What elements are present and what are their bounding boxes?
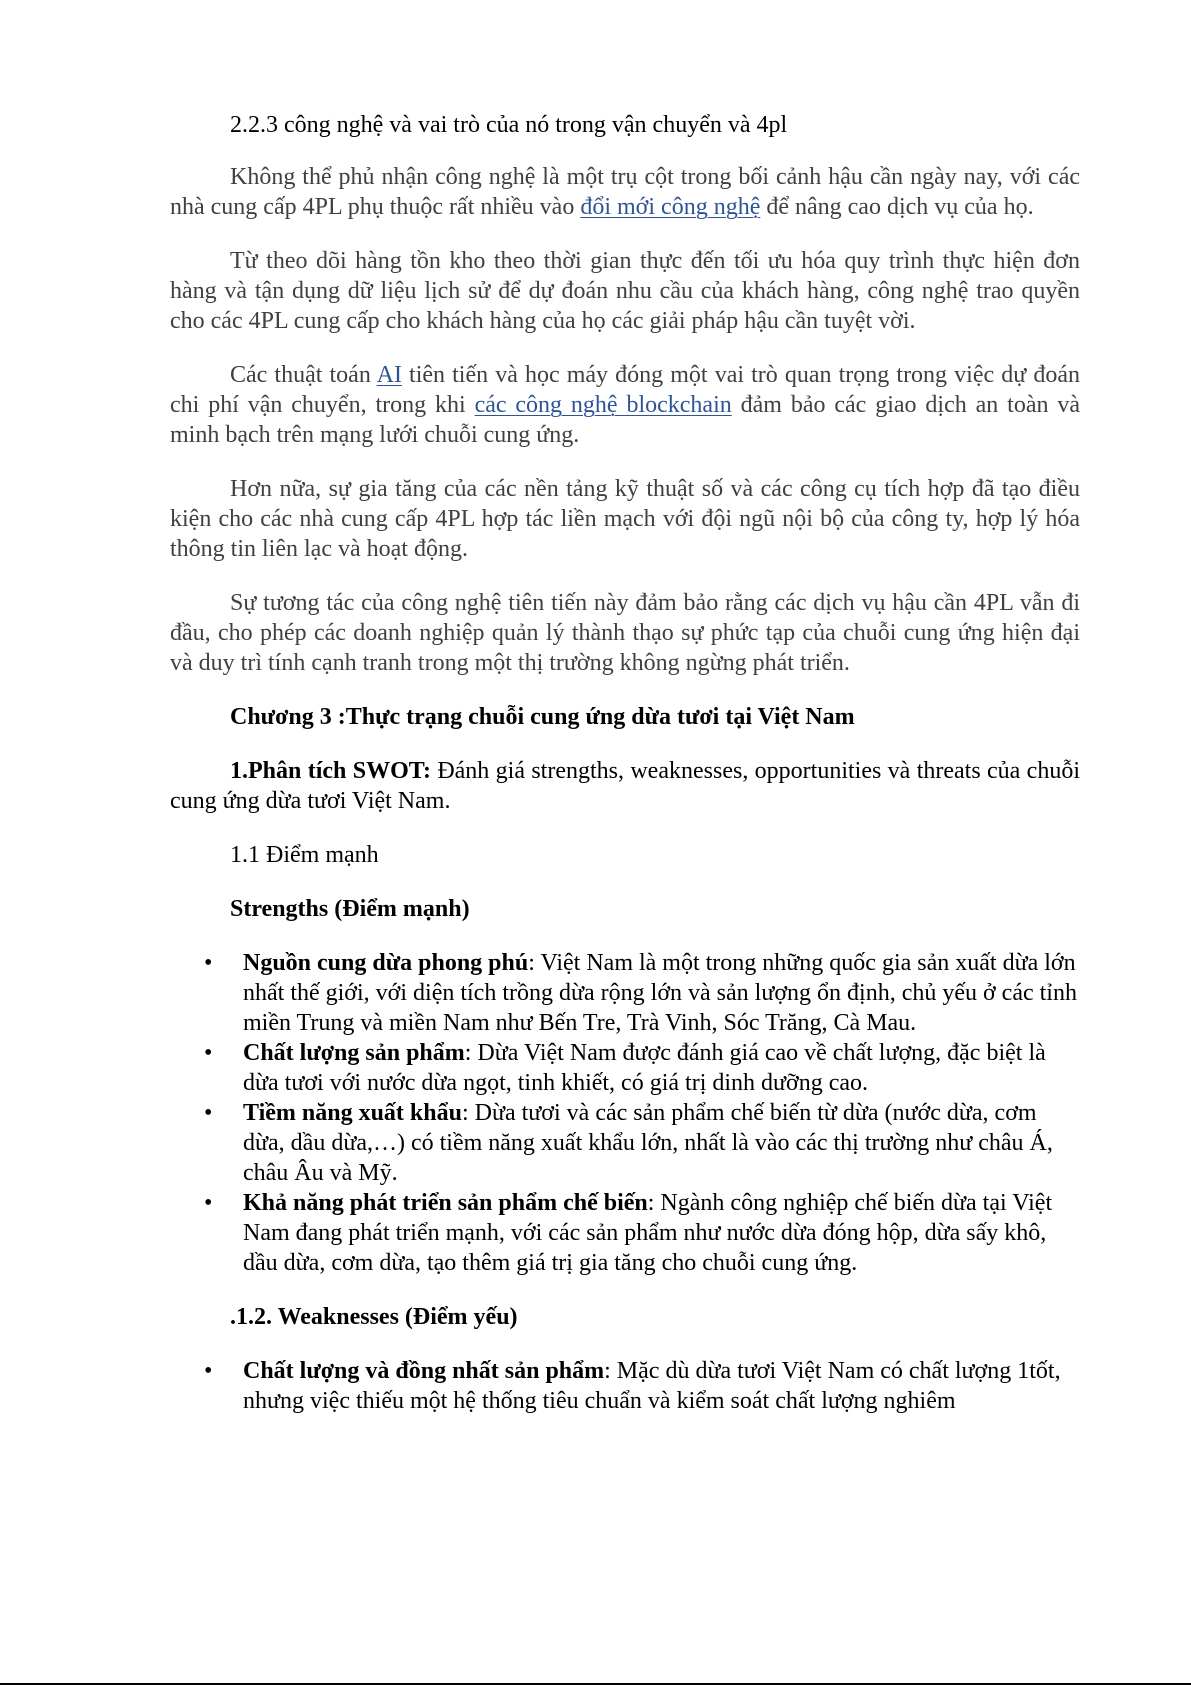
bullet-icon: •	[204, 1040, 213, 1066]
paragraph-technology-pillar	[170, 162, 1080, 222]
list-item-term: Khả năng phát triển sản phẩm chế biến	[243, 1190, 648, 1216]
section-heading-2-2-3: 2.2.3 công nghệ và vai trò của nó trong vận chuyển và 4pl	[230, 112, 788, 138]
list-item	[170, 1356, 1080, 1416]
document-page	[170, 110, 1080, 1440]
list-item-term: Chất lượng sản phẩm	[243, 1040, 465, 1066]
list-item	[170, 1038, 1080, 1098]
list-item-text: : Dừa tươi và các sản phẩm chế biến từ dừa (nước dừa, cơm dừa, dầu dừa,…) có tiềm năng xuất khẩu lớn, nhất là vào các thị trường như châu Á, châu Âu và Mỹ.	[243, 1100, 1053, 1186]
swot-text: Đánh giá strengths, weaknesses, opportunities và threats của chuỗi cung ứng dừa tươi Việt Nam.	[170, 758, 1080, 814]
strengths-heading: Strengths (Điểm mạnh)	[230, 896, 470, 922]
chapter-3-title: Chương 3 :Thực trạng chuỗi cung ứng dừa tươi tại Việt Nam	[230, 704, 855, 730]
paragraph-digital-platforms: Hơn nữa, sự gia tăng của các nền tảng kỹ thuật số và các công cụ tích hợp đã tạo điều kiện cho các nhà cung cấp 4PL hợp tác liền mạch với đội ngũ nội bộ của công ty, hợp lý hóa thông tin liên lạc và hoạt động.	[170, 476, 1080, 562]
list-item	[170, 948, 1080, 1038]
weaknesses-heading: .1.2. Weaknesses (Điểm yếu)	[230, 1304, 518, 1330]
bullet-icon: •	[204, 1358, 213, 1384]
list-item-term: Nguồn cung dừa phong phú	[243, 950, 529, 976]
bullet-icon: •	[204, 950, 213, 976]
paragraph-swot	[170, 756, 1080, 816]
paragraph-ai-blockchain	[170, 360, 1080, 450]
list-item-text: : Ngành công nghiệp chế biến dừa tại Việt Nam đang phát triển mạnh, với các sản phẩm như nước dừa đóng hộp, dừa sấy khô, dầu dừa, cơm dừa, tạo thêm giá trị gia tăng cho chuỗi cung ứng.	[243, 1190, 1053, 1276]
paragraph-text: đảm bảo các giao dịch an toàn và minh bạch trên mạng lưới chuỗi cung ứng.	[170, 392, 1080, 448]
list-item-text: : Dừa Việt Nam được đánh giá cao về chất lượng, đặc biệt là dừa tươi với nước dừa ngọt, tinh khiết, có giá trị dinh dưỡng cao.	[243, 1040, 1046, 1096]
bullet-icon: •	[204, 1190, 213, 1216]
list-item-term: Chất lượng và đồng nhất sản phẩm	[243, 1358, 605, 1384]
swot-label: 1.Phân tích SWOT:	[230, 758, 431, 784]
subheading-1-1: 1.1 Điểm mạnh	[230, 842, 379, 868]
strengths-list	[170, 948, 1080, 1278]
link-technology-innovation[interactable]: đổi mới công nghệ	[580, 194, 761, 220]
paragraph-text: tiên tiến và học máy đóng một vai trò quan trọng trong việc dự đoán chi phí vận chuyển, trong khi	[170, 362, 1080, 418]
link-ai[interactable]: AI	[376, 362, 402, 388]
paragraph-text: Các thuật toán	[230, 362, 377, 388]
weaknesses-list	[170, 1356, 1080, 1416]
paragraph-interaction: Sự tương tác của công nghệ tiên tiến này đảm bảo rằng các dịch vụ hậu cần 4PL vẫn đi đầu, cho phép các doanh nghiệp quản lý thành thạo sự phức tạp của chuỗi cung ứng hiện đại và duy trì tính cạnh tranh trong một thị trường không ngừng phát triển.	[170, 590, 1080, 676]
list-item-text: : Việt Nam là một trong những quốc gia sản xuất dừa lớn nhất thế giới, với diện tích trồng dừa rộng lớn và sản lượng ổn định, chủ yếu ở các tỉnh miền Trung và miền Nam như Bến Tre, Trà Vinh, Sóc Trăng, Cà Mau.	[243, 950, 1077, 1036]
list-item-text: : Mặc dù dừa tươi Việt Nam có chất lượng 1tốt, nhưng việc thiếu một hệ thống tiêu chuẩn và kiểm soát chất lượng nghiêm	[243, 1358, 1061, 1414]
list-item	[170, 1188, 1080, 1278]
list-item-term: Tiềm năng xuất khẩu	[243, 1100, 462, 1126]
bullet-icon: •	[204, 1100, 213, 1126]
paragraph-text: để nâng cao dịch vụ của họ.	[760, 194, 1034, 220]
link-blockchain[interactable]: các công nghệ blockchain	[474, 392, 732, 418]
list-item	[170, 1098, 1080, 1188]
paragraph-realtime-tracking: Từ theo dõi hàng tồn kho theo thời gian thực đến tối ưu hóa quy trình thực hiện đơn hàng và tận dụng dữ liệu lịch sử để dự đoán nhu cầu của khách hàng, công nghệ trao quyền cho các 4PL cung cấp cho khách hàng của họ các giải pháp hậu cần tuyệt vời.	[170, 248, 1080, 334]
paragraph-text: Không thể phủ nhận công nghệ là một trụ cột trong bối cảnh hậu cần ngày nay, với các nhà cung cấp 4PL phụ thuộc rất nhiều vào	[170, 164, 1080, 220]
